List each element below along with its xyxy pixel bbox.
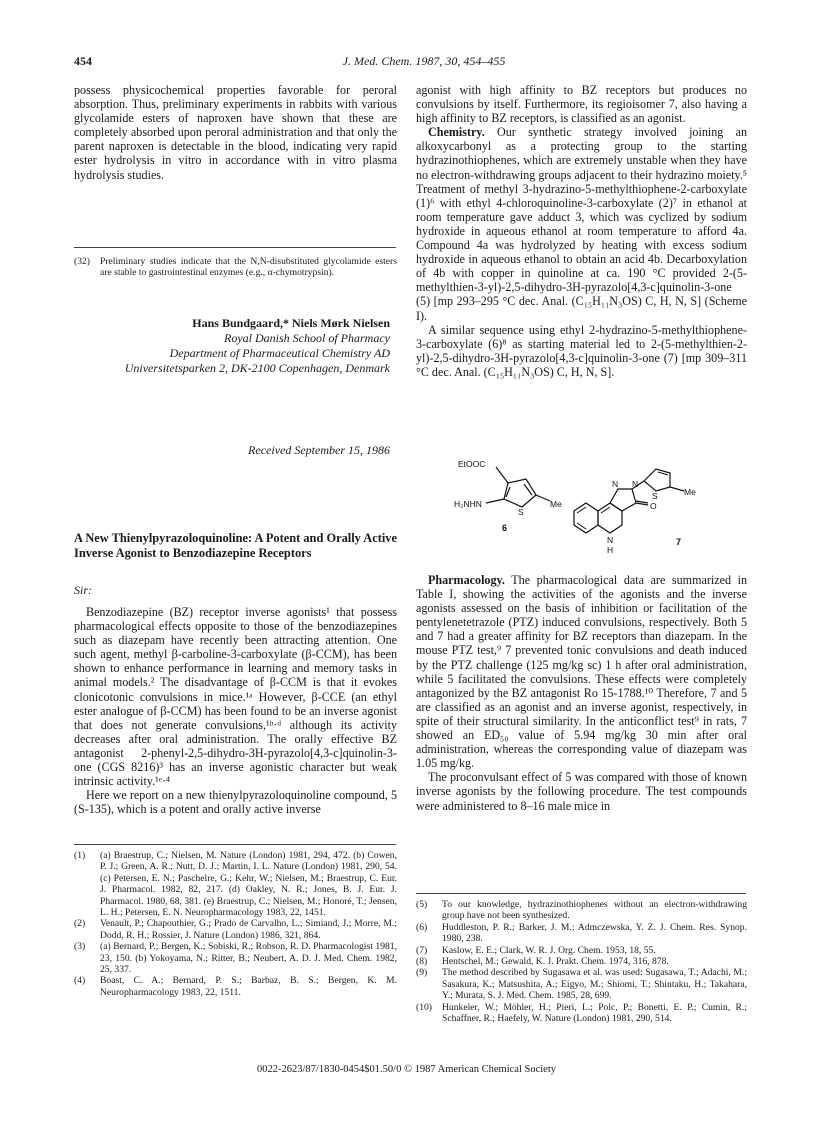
methyl-label: Me — [684, 487, 696, 497]
footnote-item — [74, 941, 397, 975]
methyl-label: Me — [550, 499, 562, 509]
footnote-text: To our knowledge, hydrazinothiophenes without an electron-withdrawing group have not been synthesized. — [442, 899, 747, 922]
compound-6-number: 6 — [502, 523, 508, 533]
footnote-item — [74, 975, 397, 998]
footnotes-left — [74, 850, 397, 998]
article-body-left — [74, 605, 397, 816]
article-body-right-bottom — [416, 573, 747, 813]
author-block — [74, 316, 390, 376]
affiliation-line: Universitetsparken 2, DK-2100 Copenhagen, Denmark — [124, 361, 390, 375]
body-paragraph: The proconvulsant effect of 5 was compared with those of known inverse agonists by the following procedure. The test compounds were administered to 8–16 male mice in — [416, 770, 747, 813]
footnote-number: (6) — [416, 921, 428, 933]
footnote-number: (4) — [74, 975, 86, 987]
prev-article-paragraph: possess physicochemical properties favorable for peroral absorption. Thus, preliminary experiments in rabbits with various glycolamide esters of naproxen have shown that these are completely absorbed upon peroral administration and that only the parent naproxen is detectable in the blood, indicating very rapid ester hydrolysis in vitro in accordance with in vitro plasma hydrolysis studies. — [74, 83, 397, 182]
footnote-item — [74, 918, 397, 941]
footnote-item — [74, 850, 397, 918]
body-paragraph: Here we report on a new thienylpyrazoloquinoline compound, 5 (S-135), which is a potent and orally active inverse — [74, 788, 397, 817]
body-paragraph: A similar sequence using ethyl 2-hydrazino-5-methylthiophene-3-carboxylate (6)⁸ as starting material led to 2-(5-methylthien-2-yl)-2,5-dihydro-3H-pyrazolo[4,3-c]quinolin-3-one (7) [mp 309–311 °C dec. Anal. (C₁₅H₁₁N₃OS) C, H, N, S]. — [416, 322, 747, 379]
footnote-text: Kaslow, E. E.; Clark, W. R. J. Org. Chem. 1953, 18, 55. — [442, 944, 656, 956]
salutation: Sir: — [74, 583, 92, 597]
copyright-footer: 0022-2623/87/1830-0454$01.50/0 © 1987 American Chemical Society — [256, 1064, 557, 1075]
affiliation-line: Royal Danish School of Pharmacy — [224, 331, 390, 345]
chemical-structures — [446, 455, 746, 565]
body-paragraph: agonist with high affinity to BZ receptors but produces no convulsions by itself. Furthermore, its regioisomer 7, also having a high affinity to BZ receptors, is classified as an agonist. — [416, 83, 747, 126]
footnote-text: (a) Braestrup, C.; Nielsen, M. Nature (London) 1981, 294, 472. (b) Cowen, P. J.; Green, A. R.; Nutt, D. J.; Martin, I. L. Nature (London) 1981, 290, 54. (c) Petersen, E. N.; Paschelre, G.; Kehr, W.; Nielsen, M.; Braestrup, C. Eur. J. Pharmacol. 1982, 82, 217. (d) Oakley, N. R.; Jones, B. J. Eur. J. Pharmacol. 1980, 68, 381. (e) Braestrup, C.; Nielsen, M.; Honoré, T.; Jensen, L. H.; Petersen, E. N. Neuropharmacology 1983, 22, 1451. — [100, 850, 397, 919]
affiliation-line: Department of Pharmaceutical Chemistry AD — [169, 346, 390, 360]
footnote-number: (32) — [74, 256, 90, 267]
etooc-label: EtOOC — [458, 459, 486, 469]
footnote-text: The method described by Sugasawa et al. was used: Sugasawa, T.; Adachi, M.; Sasakura, K.; Matsushita, A.; Eigyo, M.; Shiomi, T.; Shintaku, H.; Takahara, Y.; Murata, S. J. Med. Chem. 1985, 28, 699. — [442, 967, 747, 1002]
footnote-item — [416, 945, 747, 956]
footnote-number: (1) — [74, 850, 86, 861]
footnote-number: (9) — [416, 967, 428, 979]
footnote-text: Venault, P.; Chapouthier, G.; Prado de Carvalho, L.; Simiand, J.; Morre, M.; Dodd, R. H.; Rossier, J. Nature (London) 1986, 321, 864. — [100, 918, 397, 941]
page-number: 454 — [74, 54, 92, 68]
prev-article-footnote — [74, 256, 397, 279]
chemistry-text: Our synthetic strategy involved joining an alkoxycarbonyl as a protecting group to the starting hydrazinothiophenes, which are extremely unstable when they have no electron-withdrawing groups adjacent to their hydrazino moiety.⁵ Treatment of methyl 3-hydrazino-5-methylthiophene-2-carboxylate (1)⁶ with ethyl 4-chloroquinoline-3-carboxylate (2)⁷ in ethanol at room temperature gave adduct 3, which was cyclized by sodium hydroxide in aqueous ethanol at room temperature to afford 4a. Compound 4a was hydrolyzed by heating with excess sodium hydroxide in aqueous ethanol to obtain an acid 4b. Decarboxylation of 4b with copper in quinoline at ca. 190 °C provided 2-(5-methylthien-3-yl)-2,5-dihydro-3H-pyrazolo[4,3-c]quinolin-3-one (5) [mp 293–295 °C dec. Anal. (C₁₅H₁₁N₃OS) C, H, N, S] (Scheme I). — [416, 125, 747, 323]
footnote-number: (2) — [74, 918, 86, 930]
footnote-number: (7) — [416, 944, 428, 956]
footnote-number: (5) — [416, 899, 428, 910]
section-heading: Pharmacology. — [428, 573, 505, 587]
structure-6 — [454, 459, 562, 533]
compound-7-number: 7 — [676, 537, 682, 547]
body-paragraph: Benzodiazepine (BZ) receptor inverse agonists¹ that possess pharmacological effects opposite to those of the benzodiazepines such as diazepam have recently been attracting attention. One such agent, methyl β-carboline-3-carboxylate (β-CCM), has been shown to enhance performance in learning and memory tasks in animal models.² The disadvantage of β-CCM is that it evokes clonicotonic convulsions in mice.¹ᵃ However, β-CCE (an ethyl ester analogue of β-CCM) has been found to be an inverse agonist that does not generate convulsions,¹ᵇ·ᵈ although its activity decreases after oral administration. The orally effective BZ antagonist 2-phenyl-2,5-dihydro-3H-pyrazolo[4,3-c]quinolin-3-one (CGS 8216)³ has an inverse agonistic character but weak intrinsic activity.¹ᵉ·⁴ — [74, 605, 397, 789]
footnote-item — [416, 967, 747, 1001]
footnote-text: Preliminary studies indicate that the N,N-disubstituted glycolamide esters are stable to gastrointestinal enzymes (e.g., α-chymotrypsin). — [100, 256, 397, 279]
hydrogen-label: H — [607, 545, 614, 555]
article-body-right-top — [416, 83, 747, 379]
sulfur-label: S — [518, 507, 524, 517]
journal-citation: J. Med. Chem. 1987, 30, 454–455 — [342, 54, 506, 68]
footnotes-right — [416, 899, 747, 1024]
footnote-text: Hunkeler, W.; Möhler, H.; Pieri, L.; Polc, P.; Bonetti, E. P.; Cumin, R.; Schaffner, R.; Haefely, W. Nature (London) 1981, 290, 514. — [442, 1001, 747, 1025]
footnote-number: (8) — [416, 956, 428, 968]
author-names: Hans Bundgaard,* Niels Mørk Nielsen — [192, 316, 390, 330]
oxygen-label: O — [650, 501, 657, 511]
footnote-text: Boast, C. A.; Bernard, P. S.; Barbaz, B. S.; Bergen, K. M. Neuropharmacology 1983, 22, 1511. — [100, 975, 397, 998]
nitrogen-label: N — [607, 535, 614, 545]
footnote-divider — [74, 247, 396, 248]
footnote-item — [416, 1002, 747, 1025]
article-title: A New Thienylpyrazoloquinoline: A Potent and Orally Active Inverse Agonist to Benzodiazepine Receptors — [74, 531, 397, 560]
footnote-number: (3) — [74, 941, 86, 953]
footnote-divider — [416, 893, 746, 894]
pharmacology-text: The pharmacological data are summarized in Table I, showing the activities of the agonists and the inverse agonists assessed on the basis of inhibition or facilitation of the pentylenetetrazole (PTZ) induced convulsions, respectively. Both 5 and 7 had a greater affinity for BZ receptors than diazepam. In the mouse PTZ test,⁹ 7 prevented tonic convulsions and death induced by the PTZ challenge (125 mg/kg sc) 1 h after oral administration, while 5 facilitated the convulsions. These effects were completely antagonized by the BZ antagonist Ro 15-1788.¹⁰ Therefore, 7 and 5 are classified as an agonist and an inverse agonist, respectively, in spite of their structural similarity. In the anticonflict test⁹ in rats, 7 showed an ED₅₀ value of 5.94 mg/kg 30 min after oral administration, whereas the corresponding value of diazepam was 1.05 mg/kg. — [416, 573, 747, 771]
prev-article-text — [74, 83, 397, 182]
chemistry-paragraph — [416, 125, 747, 322]
footnote-item — [416, 899, 747, 922]
pharmacology-paragraph — [416, 573, 747, 770]
footnote-text: (a) Bernard, P.; Bergen, K.; Sobiski, R.; Robson, R. D. Pharmacologist 1981, 23, 150. (b) Yokoyama, N.; Ritter, B.; Neubert, A. D. J. Med. Chem. 1982, 25, 337. — [100, 941, 397, 976]
footnote-item — [416, 922, 747, 945]
nitrogen-label: N — [632, 479, 639, 489]
h2nhn-label: H₂NHN — [454, 499, 482, 509]
structure-7 — [574, 469, 696, 555]
footnote-item — [416, 956, 747, 967]
nitrogen-label: N — [612, 479, 619, 489]
footnote-text: Huddleston, P. R.; Barker, J. M.; Admczewska, Y. Z. J. Chem. Res. Synop. 1980, 238. — [442, 921, 747, 945]
footnote-text: Hentschel, M.; Gewald, K. J. Prakt. Chem. 1974, 316, 878. — [442, 956, 669, 968]
section-heading: Chemistry. — [428, 125, 485, 140]
footnote-number: (10) — [416, 1001, 432, 1013]
sulfur-label: S — [652, 491, 658, 501]
footnote-item — [74, 256, 397, 279]
received-date: Received September 15, 1986 — [248, 443, 390, 457]
footnote-divider — [74, 844, 396, 845]
